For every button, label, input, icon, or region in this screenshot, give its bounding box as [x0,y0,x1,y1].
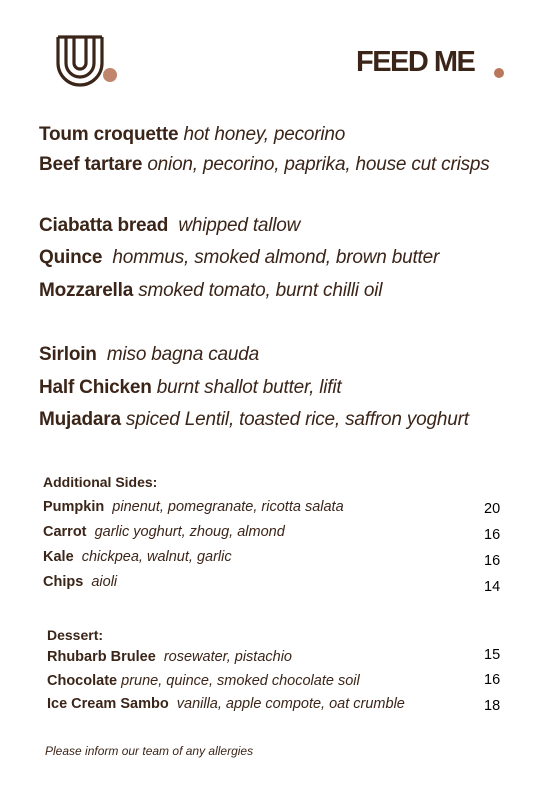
menu-item [39,125,345,144]
dessert-price: 15 [484,647,501,663]
menu-item-desc: miso bagna cauda [106,344,259,365]
dessert-price: 18 [484,698,501,714]
side-price: 16 [484,553,501,569]
menu-item-desc: hommus, smoked almond, brown butter [112,247,440,268]
dessert-item-desc: vanilla, apple compote, oat crumble [176,696,405,712]
dessert-item-desc: rosewater, pistachio [163,649,292,665]
side-item-name: Kale [43,549,74,565]
menu-item [39,410,469,429]
side-item-name: Pumpkin [43,499,105,515]
side-price: 16 [484,527,501,543]
menu-item-name: Mozzarella [39,280,134,301]
side-item-desc: aioli [91,574,118,590]
u-monogram-logo-icon [55,35,121,87]
menu-item-name: Sirloin [39,344,97,365]
dessert-heading: Dessert: [47,627,104,643]
menu-item-desc: spiced Lentil, toasted rice, saffron yoghurt [125,409,469,430]
menu-item [39,281,382,300]
page-title: FEED ME [356,46,475,78]
menu-item-desc: onion, pecorino, paprika, house cut crisps [147,154,490,175]
side-item-name: Carrot [43,524,87,540]
dessert-item-name: Rhubarb Brulee [47,649,156,665]
menu-item [39,216,300,235]
dessert-item [47,674,360,689]
title-dot [494,68,504,78]
allergy-note: Please inform our team of any allergies [45,744,254,758]
side-item-desc: chickpea, walnut, garlic [81,549,232,565]
menu-item [39,155,490,174]
dessert-item-name: Ice Cream Sambo [47,696,169,712]
sides-heading: Additional Sides: [43,474,158,490]
side-item-desc: garlic yoghurt, zhoug, almond [94,524,285,540]
menu-item-name: Mujadara [39,409,121,430]
menu-item [39,378,341,397]
dessert-item-desc: prune, quince, smoked chocolate soil [121,673,360,689]
menu-item-name: Toum croquette [39,124,179,145]
menu-item-desc: burnt shallot butter, lifit [156,377,342,398]
menu-item-desc: smoked tomato, burnt chilli oil [138,280,383,301]
side-item [43,525,285,540]
side-item [43,550,232,565]
menu-item-name: Ciabatta bread [39,215,169,236]
dessert-item-name: Chocolate [47,673,118,689]
side-price: 20 [484,501,501,517]
side-item [43,575,117,590]
dessert-price: 16 [484,672,501,688]
menu-item [39,248,439,267]
menu-item-name: Quince [39,247,103,268]
menu-item-desc: hot honey, pecorino [183,124,346,145]
menu-item-name: Beef tartare [39,154,143,175]
dessert-item [47,697,405,712]
menu-item-desc: whipped tallow [178,215,301,236]
side-price: 14 [484,579,501,595]
side-item-name: Chips [43,574,84,590]
dessert-item [47,650,292,665]
side-item-desc: pinenut, pomegranate, ricotta salata [112,499,344,515]
menu-item-name: Half Chicken [39,377,152,398]
side-item [43,500,344,515]
menu-item [39,345,259,364]
